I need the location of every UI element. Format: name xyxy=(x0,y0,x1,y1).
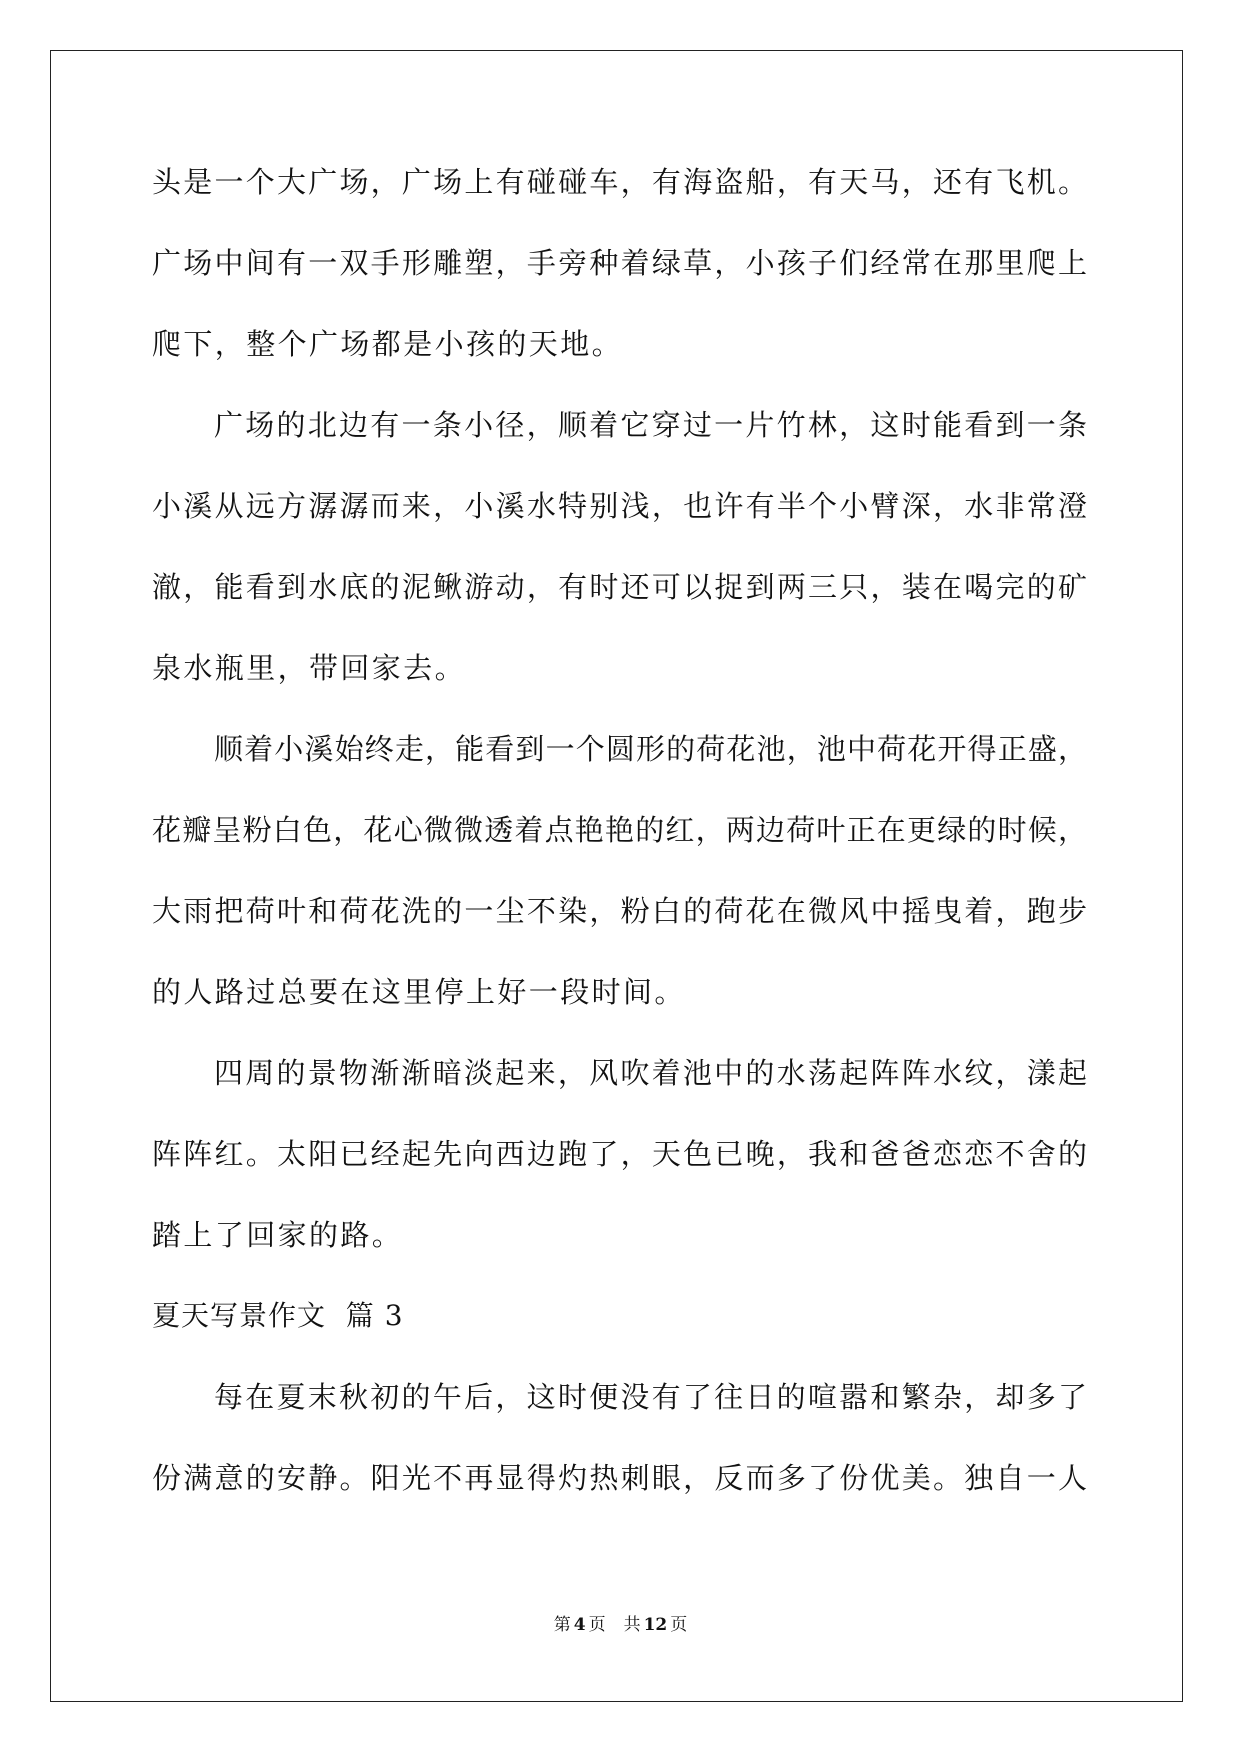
text-line: 广场的北边有一条小径，顺着它穿过一片竹林，这时能看到一条 xyxy=(214,408,1087,442)
footer-prefix: 第 xyxy=(553,1615,571,1635)
text-line: 小溪从远方潺潺而来，小溪水特别浅，也许有半个小臂深，水非常澄 xyxy=(152,489,1087,523)
text-line: 广场中间有一双手形雕塑，手旁种着绿草，小孩子们经常在那里爬上 xyxy=(152,246,1087,280)
page-footer xyxy=(0,1610,1241,1635)
text-line: 四周的景物渐渐暗淡起来，风吹着池中的水荡起阵阵水纹，漾起 xyxy=(214,1056,1087,1090)
text-line: 澈，能看到水底的泥鳅游动，有时还可以捉到两三只，装在喝完的矿 xyxy=(152,570,1087,604)
footer-page-unit: 页 xyxy=(588,1615,606,1635)
footer-total-prefix: 共 xyxy=(623,1615,641,1635)
text-line: 份满意的安静。阳光不再显得灼热刺眼，反而多了份优美。独自一人 xyxy=(152,1461,1087,1495)
text-line: 头是一个大广场，广场上有碰碰车，有海盗船，有天马，还有飞机。 xyxy=(152,165,1087,199)
text-line: 花瓣呈粉白色，花心微微透着点艳艳的红，两边荷叶正在更绿的时候， xyxy=(152,813,1087,847)
text-line: 踏上了回家的路。 xyxy=(152,1218,404,1252)
text-line: 泉水瓶里，带回家去。 xyxy=(152,651,467,685)
text-line: 阵阵红。太阳已经起先向西边跑了，天色已晚，我和爸爸恋恋不舍的 xyxy=(152,1137,1087,1171)
footer-total-pages: 12 xyxy=(643,1615,668,1635)
text-line: 每在夏末秋初的午后，这时便没有了往日的喧嚣和繁杂，却多了 xyxy=(214,1380,1087,1414)
text-line: 爬下，整个广场都是小孩的天地。 xyxy=(152,327,624,361)
section-heading: 夏天写景作文 篇 3 xyxy=(152,1299,404,1332)
footer-total-unit: 页 xyxy=(670,1615,688,1635)
text-line: 顺着小溪始终走，能看到一个圆形的荷花池，池中荷花开得正盛， xyxy=(214,732,1087,766)
text-line: 的人路过总要在这里停上好一段时间。 xyxy=(152,975,686,1009)
footer-page-number: 4 xyxy=(573,1615,586,1635)
text-line: 大雨把荷叶和荷花洗的一尘不染，粉白的荷花在微风中摇曳着，跑步 xyxy=(152,894,1087,928)
document-body xyxy=(152,160,1087,1537)
